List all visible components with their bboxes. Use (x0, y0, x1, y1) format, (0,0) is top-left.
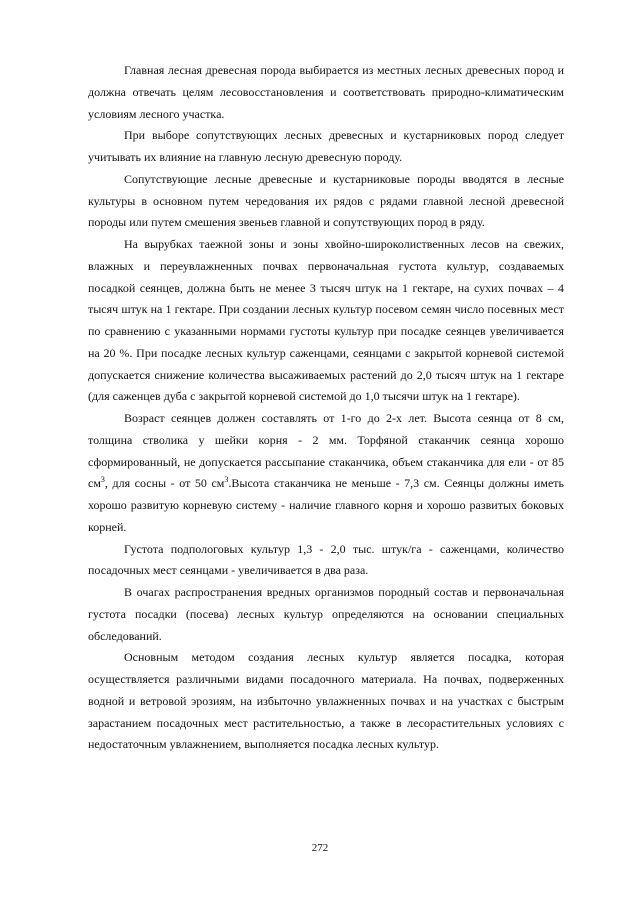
paragraph-seedling-age (88, 408, 564, 539)
paragraph-pest-areas: В очагах распространения вредных организмов породный состав и первоначальная густота посадки (посева) лесных культур определяются на основании специальных обследований. (88, 585, 564, 643)
paragraph-companion-planting: Сопутствующие лесные древесные и кустарниковые породы вводятся в лесные культуры в основном путем чередования их рядов с рядами главной лесной древесной породы или путем смешения звеньев главной и сопутствующих пород в ряду. (88, 171, 564, 230)
seedling-text-part-3: .Высота стаканчика не меньше - 7,3 см. Сеянцы должны иметь хорошо развитую корневую систему - наличие главного корня и хорошо развитых боковых корней. (88, 476, 564, 534)
page-number: 272 (311, 842, 329, 854)
paragraph-companion-selection: При выборе сопутствующих лесных древесных и кустарниковых пород следует учитывать их влияние на главную лесную древесную породу. (88, 128, 564, 164)
paragraph-main-species: Главная лесная древесная порода выбирается из местных лесных древесных пород и должна отвечать целям лесовосстановления и соответствовать природно-климатическим условиям лесного участка. (88, 63, 564, 121)
paragraph-planting-density: На вырубках таежной зоны и зоны хвойно-широколиственных лесов на свежих, влажных и переувлажненных почвах первоначальная густота культур, создаваемых посадкой сеянцев, должна быть не менее 3 тысяч штук на 1 гектаре, на сухих почвах – 4 тысяч штук на 1 гектаре. При создании лесных культур посевом семян число посевных мест по сравнению с указанными нормами густоты культур при посадке сеянцев увеличивается на 20 %. При посадке лесных культур саженцами, сеянцами с закрытой корневой системой допускается снижение количества высаживаемых растений до 2,0 тысяч штук на 1 гектаре (для саженцев дуба с закрытой корневой системой до 1,0 тысячи штук на 1 гектаре). (88, 237, 564, 404)
paragraph-understory-density: Густота подпологовых культур 1,3 - 2,0 тыс. штук/га - саженцами, количество посадочных мест сеянцами - увеличивается в два раза. (88, 541, 564, 578)
superscript-cubic-1: 3 (100, 475, 105, 485)
paragraph-planting-method: Основным методом создания лесных культур является посадка, которая осуществляется различными видами посадочного материала. На почвах, подверженных водной и ветровой эрозиям, на избыточно увлажненных почвах и на участках с быстрым зарастанием посадочных мест растительностью, а также в лесорастительных условиях с недостаточным увлажнением, выполняется посадка лесных культур. (88, 650, 564, 752)
superscript-cubic-2: 3 (224, 475, 229, 485)
seedling-text-part-2: , для сосны - от 50 см (104, 476, 225, 491)
seedling-text-part-1: Возраст сеянцев должен составлять от 1-го до 2-х лет. Высота сеянца от 8 см, толщина стволика у шейки корня - 2 мм. Торфяной стаканчик сеянца хорошо сформированный, не допускается рассыпание стаканчика, объем стаканчика для ели - от 85 см (88, 411, 564, 491)
document-body (88, 60, 564, 756)
